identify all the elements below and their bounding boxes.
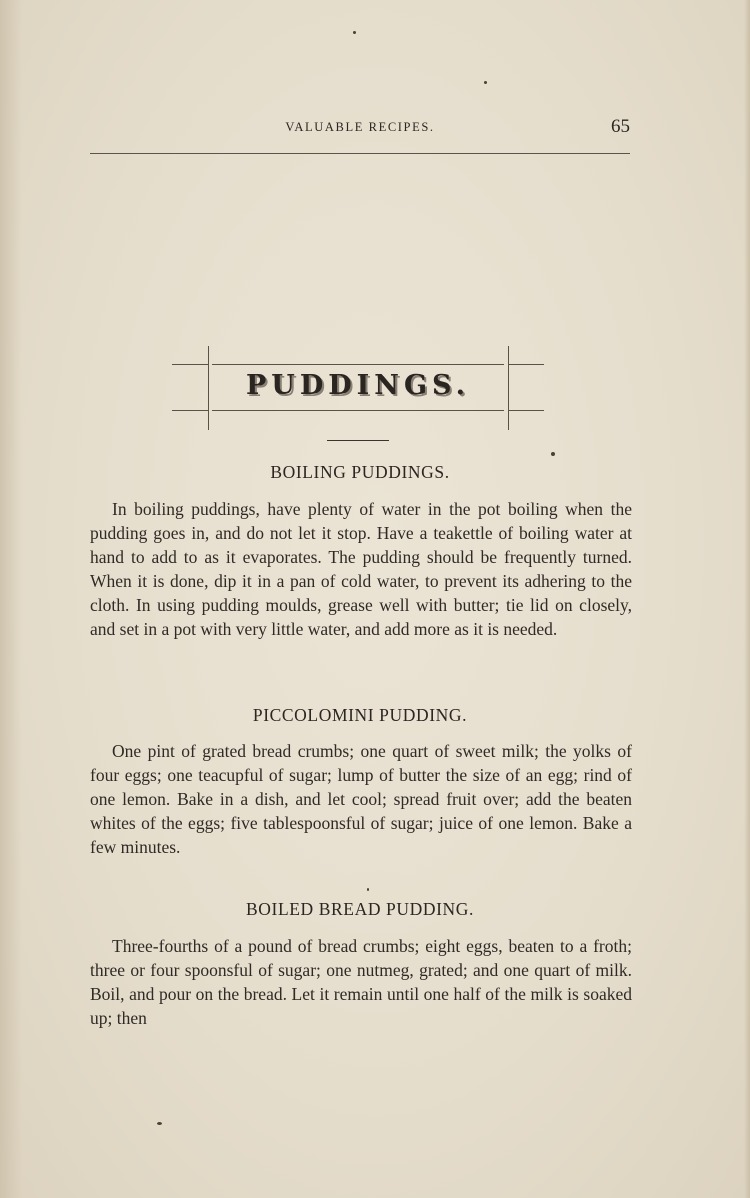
ornament-bar-right [508,346,509,430]
recipe-title: PICCOLOMINI PUDDING. [252,705,468,725]
recipe-title: BOILING PUDDINGS. [270,462,450,482]
paper-speck [157,1122,162,1125]
recipe-title: BOILED BREAD PUDDING. [246,899,474,919]
recipe-body: One pint of grated bread crumbs; one quart of sweet milk; the yolks of four eggs; one teacupful of sugar; lump of butter the size of an egg; rind of one lemon. Bake in a dish, and let cool; spread fruit over; add the beaten whites of the eggs; five tablespoonsful of sugar; juice of one lemon. Bake a few minutes. [90,741,632,857]
section-title: PUDDINGS. [246,370,470,401]
ornament-rule-top [212,364,504,365]
ornament-rule-right-top [508,364,544,365]
section-title-ornament [172,346,544,430]
recipe-body: Three-fourths of a pound of bread crumbs; eight eggs, beaten to a froth; three or four spoonsful of sugar; one nutmeg, grated; and one quart of milk. Boil, and pour on the bread. Let it remain until one half of the milk is soaked up; then [90,936,632,1028]
page-number: 65 [611,116,630,137]
running-head [90,116,630,140]
running-title: VALUABLE RECIPES. [285,120,435,134]
recipe-body: In boiling puddings, have plenty of water in the pot boiling when the pudding goes in, and do not let it stop. Have a teakettle of boiling water at hand to add to as it evaporates. The pudding should be frequently turned. When it is done, dip it in a pan of cold water, to prevent its adhering to the cloth. In using pudding moulds, grease well with butter; tie lid on closely, and set in a pot with very little water, and add more as it is needed. [90,499,632,639]
paper-speck [551,452,555,456]
ornament-rule-left-bottom [172,410,208,411]
ornament-rule-bottom [212,410,504,411]
paper-speck [367,888,369,891]
ornament-rule-right-bottom [508,410,544,411]
ornament-rule-left-top [172,364,208,365]
paper-speck [353,31,356,34]
header-rule [90,153,630,154]
paper-speck [484,81,487,84]
section-divider [327,440,389,441]
